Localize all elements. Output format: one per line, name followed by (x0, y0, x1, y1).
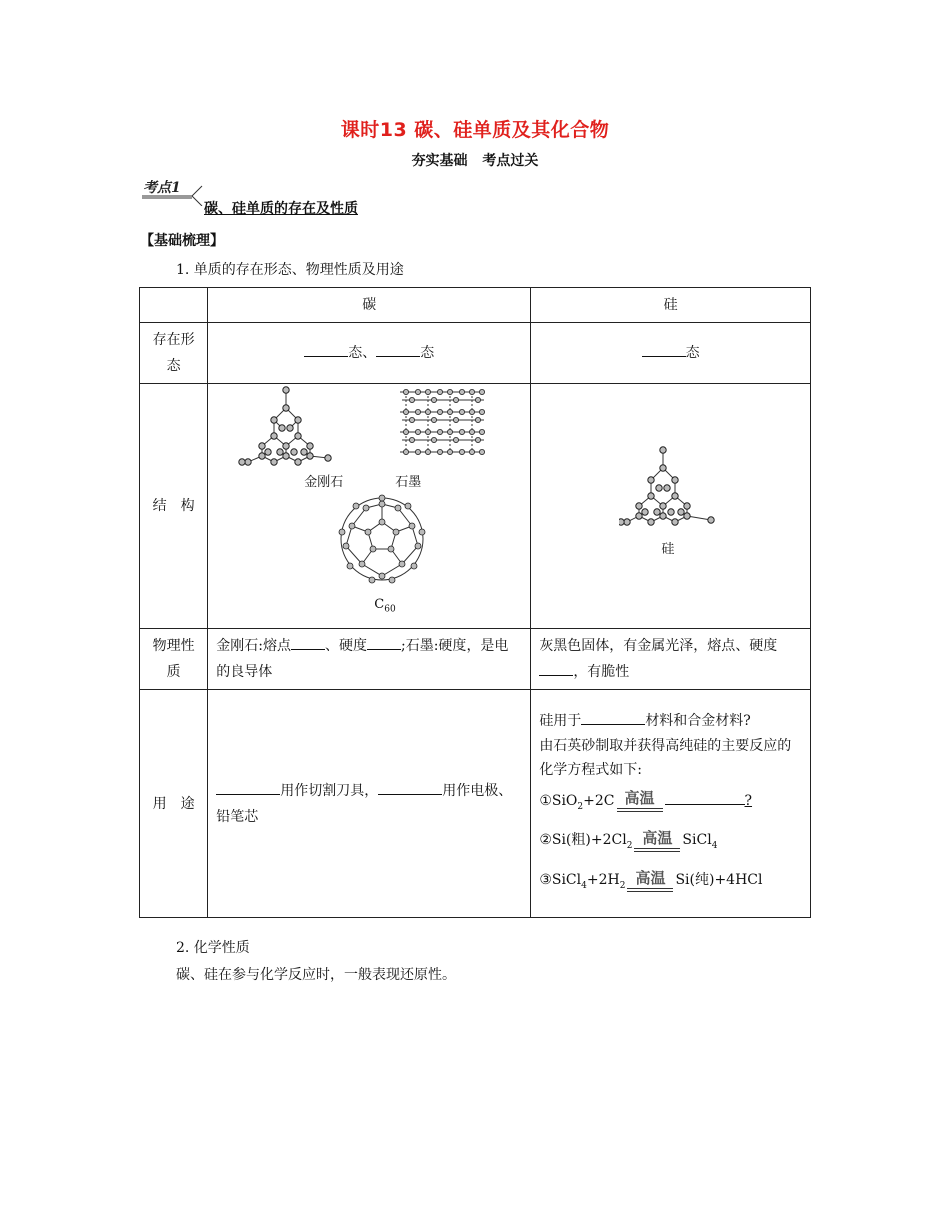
silicon-physical-text-b: 、硬度 (735, 638, 778, 654)
blank-line[interactable] (376, 340, 420, 357)
equal-sign-icon (627, 888, 673, 892)
eq2-right: SiCl (682, 832, 712, 849)
table-row-physical (140, 629, 811, 690)
high-temp-condition (615, 789, 665, 817)
properties-table (139, 287, 811, 918)
c60-label (374, 592, 395, 623)
row-label-structure: 结 构 (140, 384, 208, 629)
table-row-existence (140, 323, 811, 384)
header-silicon: 硅 (531, 288, 811, 323)
table-row-structure (140, 384, 811, 629)
eq3-left-b: +2H (586, 872, 620, 889)
silicon-physical-text-c: ，有脆性 (573, 664, 630, 680)
c60-label-main: C (374, 597, 385, 612)
silicon-uses-line-1 (539, 708, 802, 734)
condition-text: 高温 (642, 829, 673, 848)
high-temp-condition (625, 869, 675, 897)
basics-label: 【基础梳理】 (140, 233, 224, 249)
carbon-physical-cell (208, 629, 531, 690)
item-2-heading: 2. 化学性质 (176, 940, 250, 956)
row-label-existence: 存在形态 (140, 323, 208, 384)
eq3-left: ③SiCl (539, 872, 582, 889)
blank-line[interactable] (367, 633, 401, 650)
condition-text: 高温 (624, 789, 655, 808)
silicon-label: 硅 (661, 542, 675, 557)
carbon-structure-cell (208, 384, 531, 629)
silicon-uses-cell (531, 690, 811, 918)
eq3-right: Si(纯)+4HCl (675, 872, 763, 889)
eq1-left-b: +2C (583, 792, 615, 809)
eq2-left: ②Si(粗)+2Cl (539, 832, 627, 849)
graphite-label: 石墨 (395, 475, 422, 490)
equation-3 (539, 869, 802, 897)
header-carbon: 碳 (208, 288, 531, 323)
paragraph-text: 碳、硅在参与化学反应时，一般表现还原性。 (176, 967, 456, 983)
carbon-existence-text-1: 态、 (348, 345, 377, 361)
eq2-right-sub: 4 (711, 841, 718, 852)
blank-line[interactable] (291, 633, 325, 650)
eq1-left-sub: 2 (577, 801, 584, 812)
header-empty-cell (140, 288, 208, 323)
equation-1 (539, 788, 802, 818)
diamond-label: 金刚石 (304, 475, 344, 490)
carbon-physical-text-b: 、硬度 (325, 638, 367, 654)
page-subtitle: 夯实基础 考点过关 (411, 153, 539, 169)
diamond-structure-icon (238, 386, 348, 466)
blank-line[interactable] (665, 788, 745, 805)
blank-line[interactable] (539, 659, 573, 676)
blank-line[interactable] (304, 340, 348, 357)
equal-sign-icon (634, 848, 680, 852)
silicon-uses-text-1b: 材料和合金材料? (645, 712, 751, 729)
graphite-structure-icon (398, 386, 488, 461)
page-title: 课时13 碳、硅单质及其化合物 (340, 119, 610, 141)
eq1-left: ①SiO (539, 792, 578, 809)
kaodian-badge-label: 考点1 (143, 180, 181, 196)
blank-line[interactable] (581, 708, 645, 725)
silicon-existence-cell (531, 323, 811, 384)
silicon-uses-text-1a: 硅用于 (539, 712, 582, 729)
carbon-existence-cell (208, 323, 531, 384)
equation-2 (539, 829, 802, 857)
equal-sign-icon (617, 808, 663, 812)
table-row-uses (140, 690, 811, 918)
eq2-left-sub: 2 (626, 841, 633, 852)
silicon-uses-line-2: 由石英砂制取并获得高纯硅的主要反应的化学方程式如下: (539, 737, 792, 778)
eq3-left-sub: 4 (581, 881, 587, 892)
carbon-uses-cell (208, 690, 531, 918)
carbon-existence-text-2: 态 (420, 345, 435, 361)
carbon-physical-text-a: 金刚石:熔点 (216, 638, 291, 654)
eq1-right: ? (744, 792, 753, 809)
carbon-physical-text-d: ，是电的良导体 (216, 638, 509, 680)
silicon-existence-text: 态 (685, 345, 700, 361)
c60-structure-icon (336, 492, 428, 586)
c60-label-sub: 60 (384, 604, 396, 615)
blank-line[interactable] (378, 778, 442, 795)
eq3-left-sub2: 2 (619, 881, 626, 892)
row-label-physical: 物理性质 (140, 629, 208, 690)
blank-line[interactable] (216, 778, 280, 795)
carbon-physical-text-c: ;石墨:硬度 (401, 638, 467, 654)
silicon-structure-icon (619, 446, 719, 526)
high-temp-condition (632, 829, 682, 857)
carbon-uses-text-b: 用作电极、铅笔芯 (216, 782, 513, 825)
silicon-structure-cell (531, 384, 811, 629)
silicon-physical-cell (531, 629, 811, 690)
table-header-row (140, 288, 811, 323)
blank-line[interactable] (642, 340, 686, 357)
silicon-physical-text-a: 灰黑色固体，有金属光泽，熔点 (539, 638, 736, 654)
carbon-uses-text-a: 用作切割刀具， (280, 782, 379, 799)
condition-text: 高温 (635, 869, 666, 888)
item-1-heading: 1. 单质的存在形态、物理性质及用途 (176, 262, 404, 278)
row-label-uses: 用 途 (140, 690, 208, 918)
section-heading: 碳、硅单质的存在及性质 (204, 201, 358, 217)
